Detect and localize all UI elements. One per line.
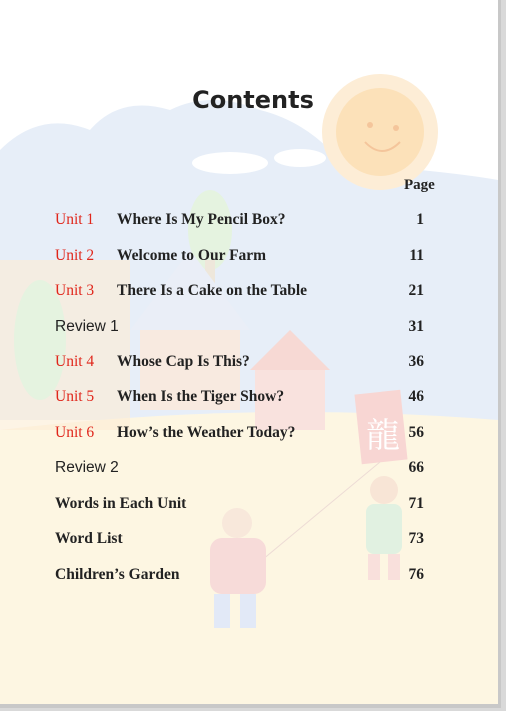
page-number: 66 [408,459,424,476]
page-number: 71 [408,495,424,512]
page-title: Contents [192,86,314,114]
toc-entry-other[interactable] [55,493,427,515]
unit-label: Unit 5 [55,388,95,405]
toc-entry-review[interactable] [55,316,427,338]
entry-title: How’s the Weather Today? [117,424,296,441]
toc-entry[interactable] [55,351,427,373]
kite-character: 龍 [366,416,400,456]
toc-entry[interactable] [55,245,427,267]
entry-title: Children’s Garden [55,566,180,583]
page-number: 76 [408,566,424,583]
page-number: 31 [408,318,424,335]
page-column-label: Page [404,177,435,193]
page-number: 36 [408,353,424,370]
page-number: 56 [408,424,424,441]
page-number: 73 [408,530,424,547]
review-label: Review 1 [55,318,119,335]
toc-entry[interactable] [55,280,427,302]
unit-label: Unit 1 [55,211,95,228]
unit-label: Unit 4 [55,353,95,370]
unit-label: Unit 6 [55,424,95,441]
page-number: 46 [408,388,424,405]
page-number: 21 [408,282,424,299]
toc-entry[interactable] [55,386,427,408]
entry-title: Words in Each Unit [55,495,187,512]
unit-label: Unit 2 [55,247,95,264]
entry-title: Welcome to Our Farm [117,247,267,264]
unit-label: Unit 3 [55,282,95,299]
entry-title: Whose Cap Is This? [117,353,250,370]
page-number: 11 [409,247,424,264]
entry-title: When Is the Tiger Show? [117,388,285,405]
toc-entry[interactable] [55,422,427,444]
toc-entry-review[interactable] [55,457,427,479]
toc-entry-other[interactable] [55,564,427,586]
toc-entry-other[interactable] [55,528,427,550]
toc-entry[interactable] [55,209,427,231]
entry-title: Where Is My Pencil Box? [117,211,286,228]
page-number: 1 [416,211,424,228]
entry-title: There Is a Cake on the Table [117,282,308,299]
entry-title: Word List [55,530,123,547]
review-label: Review 2 [55,459,119,476]
